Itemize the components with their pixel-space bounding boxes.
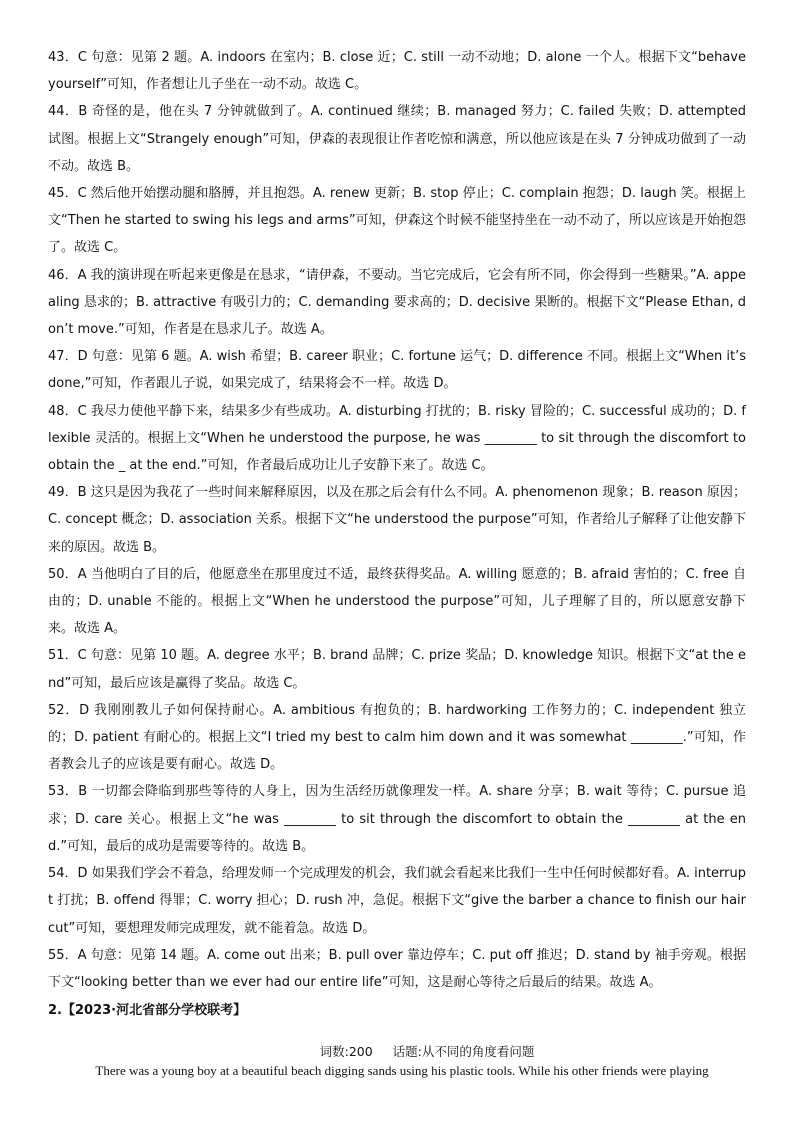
answer-43: 43．C 句意：见第 2 题。A. indoors 在室内；B. close 近；C. still 一动不动地；D. alone 一个人。根据下文“behave yourself”可知，作者想让儿子坐在一动不动。故选 C。: [48, 50, 746, 93]
word-count: 词数:200: [319, 1044, 373, 1060]
answer-55: 55．A 句意：见第 14 题。A. come out 出来；B. pull over 靠边停车；C. put off 推迟；D. stand by 袖手旁观。根据下文“looking better than we ever had our entire life”可知，这是耐心等待之后最后的结果。故选 A。: [48, 947, 746, 990]
answer-47: 47．D 句意：见第 6 题。A. wish 希望；B. career 职业；C. fortune 运气；D. difference 不同。根据上文“When it’s done,”可知，作者跟儿子说，如果完成了，结果将会不一样。故选 D。: [48, 349, 746, 392]
answer-54: 54．D 如果我们学会不着急，给理发师一个完成理发的机会，我们就会看起来比我们一生中任何时候都好看。A. interrupt 打扰；B. offend 得罪；C. worry 担心；D. rush 冲，急促。根据下文“give the barber a chance to finish our haircut”可知，要想理发师完成理发，就不能着急。故选 D。: [48, 866, 746, 936]
passage-text: There was a young boy at a beautiful beach digging sands using his plastic tools. While his other friends were playing: [95, 1063, 709, 1079]
answer-53: 53．B 一切都会降临到那些等待的人身上，因为生活经历就像理发一样。A. share 分享；B. wait 等待；C. pursue 追求；D. care 关心。根据上文“he was ________ to sit through the discomfort to obtain the ________ at the end.”可知，最后的成功是需要等待的。故选 B。: [48, 784, 746, 854]
answer-list: [48, 44, 746, 996]
answer-49: 49．B 这只是因为我花了一些时间来解释原因，以及在那之后会有什么不同。A. phenomenon 现象；B. reason 原因；C. concept 概念；D. association 关系。根据下文“he understood the purpose”可知，作者给儿子解释了让他安静下来的原因。故选 B。: [48, 485, 746, 555]
answer-50: 50．A 当他明白了目的后，他愿意坐在那里度过不适，最终获得奖品。A. willing 愿意的；B. afraid 害怕的；C. free 自由的；D. unable 不能的。根据上文“When he understood the purpose”可知，儿子理解了目的，所以愿意安静下来。故选 A。: [48, 566, 746, 637]
answer-45: 45．C 然后他开始摆动腿和胳膊，并且抱怨。A. renew 更新；B. stop 停止；C. complain 抱怨；D. laugh 笑。根据上文“Then he started to swing his legs and arms”可知，伊森这个时候不能坚持坐在一动不动了，所以应该是开始抱怨了。故选 C。: [48, 186, 746, 256]
answer-44: 44．B 奇怪的是，他在头 7 分钟就做到了。A. continued 继续；B. managed 努力；C. failed 失败；D. attempted 试图。根据上文“Strangely enough”可知，伊森的表现很让作者吃惊和满意，所以他应该是在头 7 分钟成功做到了一动不动。故选 B。: [48, 104, 746, 174]
passage-meta: [48, 1042, 746, 1062]
question-source: 2.【2023·河北省部分学校联考】: [48, 1003, 247, 1019]
answer-48: 48．C 我尽力使他平静下来，结果多少有些成功。A. disturbing 打扰的；B. risky 冒险的；C. successful 成功的；D. flexible 灵活的。根据上文“When he understood the purpose, he was ________ to sit through the discomfort to obtain the _ at the end.”可知，作者最后成功让儿子安静下来了。故选 C。: [48, 403, 746, 474]
answer-51: 51．C 句意：见第 10 题。A. degree 水平；B. brand 品牌；C. prize 奖品；D. knowledge 知识。根据下文“at the end”可知，最后应该是赢得了奖品。故选 C。: [48, 648, 746, 691]
topic: 话题:从不同的角度看问题: [392, 1044, 535, 1060]
answer-52: 52．D 我刚刚教儿子如何保持耐心。A. ambitious 有抱负的；B. hardworking 工作努力的；C. independent 独立的；D. patient 有耐心的。根据上文“I tried my best to calm him down and it was somewhat ________.”可知，作者教会儿子的应该是要有耐心。故选 D。: [48, 702, 746, 773]
answer-46: 46．A 我的演讲现在听起来更像是在恳求，“请伊森，不要动。当它完成后，它会有所不同，你会得到一些糖果。”A. appealing 恳求的；B. attractive 有吸引力的；C. demanding 要求高的；D. decisive 果断的。根据下文“Please Ethan, don’t move.”可知，作者是在恳求儿子。故选 A。: [48, 267, 746, 338]
